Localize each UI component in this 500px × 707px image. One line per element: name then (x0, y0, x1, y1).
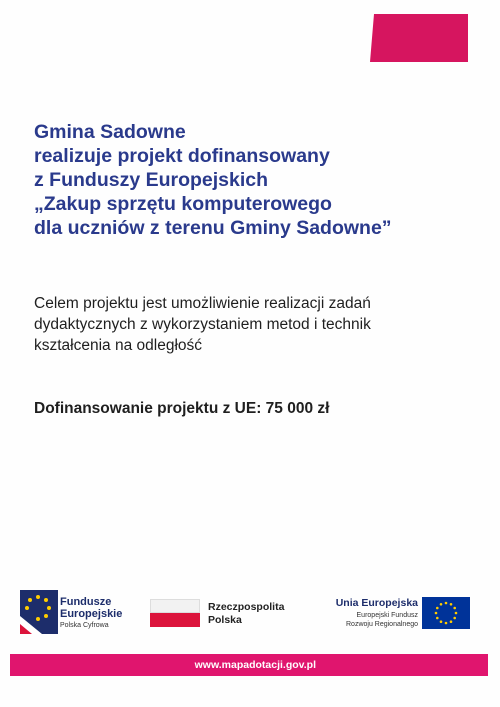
footer-bar (10, 654, 488, 676)
description-line-3: kształcenia na odległość (34, 337, 203, 354)
poland-flag-icon (150, 599, 200, 613)
funding-amount: Dofinansowanie projektu z UE: 75 000 zł (34, 400, 330, 417)
logo-strip (0, 585, 500, 645)
headline-line-3: z Funduszy Europejskich (34, 169, 269, 191)
european-funds-logo (20, 590, 145, 640)
footer-website-link[interactable]: www.mapadotacji.gov.pl (194, 659, 316, 671)
poland-flag-red-stripe (150, 613, 200, 627)
project-description (34, 293, 474, 356)
description-line-1: Celem projektu jest umożliwienie realizacji zadań (34, 295, 371, 312)
european-funds-stars-icon (20, 590, 58, 634)
european-funds-title-line-1: Fundusze (60, 596, 112, 608)
european-union-fund-line-1: Europejski Fundusz (356, 612, 418, 619)
republic-of-poland-line-1: Rzeczpospolita (208, 601, 285, 613)
headline-line-1: Gmina Sadowne (34, 121, 186, 143)
headline-line-5: dla uczniów z terenu Gminy Sadowne” (34, 217, 392, 239)
republic-of-poland-logo (150, 595, 300, 635)
european-funds-title-line-2: Europejskie (60, 608, 123, 620)
project-headline (34, 120, 474, 240)
description-line-2: dydaktycznych z wykorzystaniem metod i technik (34, 316, 371, 333)
european-union-fund-line-2: Rozwoju Regionalnego (346, 621, 418, 628)
eu-flag-icon (422, 597, 470, 629)
european-union-logo (318, 593, 478, 641)
headline-line-2: realizuje projekt dofinansowany (34, 145, 330, 167)
corner-decoration-shape (370, 14, 468, 62)
european-funds-program: Polska Cyfrowa (60, 622, 109, 629)
republic-of-poland-line-2: Polska (208, 614, 242, 626)
headline-line-4: „Zakup sprzętu komputerowego (34, 193, 332, 215)
european-union-title: Unia Europejska (335, 597, 418, 609)
